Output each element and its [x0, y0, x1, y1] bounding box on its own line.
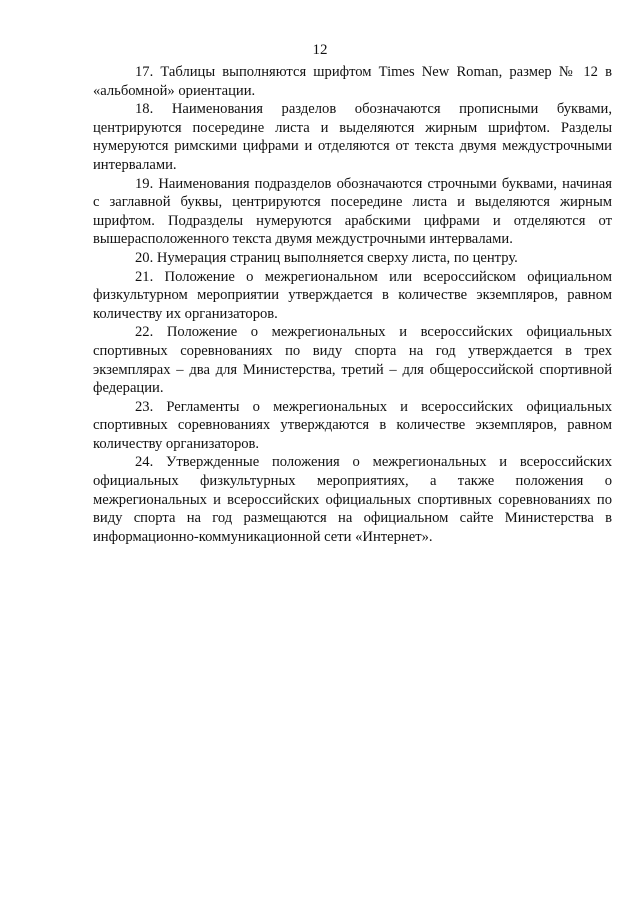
page-number: 12 [312, 42, 328, 58]
paragraph-19: 19. Наименования подразделов обозначаются строчными буквами, начиная с заглавной буквы, центрируются посередине листа и выделяются жирным шрифтом. Подразделы нумеруются арабскими цифрами и отделяются от вышерасположенного текста двумя междустрочными интервалами. [93, 175, 612, 248]
paragraph-22: 22. Положение о межрегиональных и всероссийских официальных спортивных соревнованиях по виду спорта на год утверждается в трех экземплярах – два для Министерства, третий – для общероссийской спортивной федерации. [93, 324, 612, 397]
paragraph-17: 17. Таблицы выполняются шрифтом Times New Roman, размер № 12 в «альбомной» ориентации. [93, 64, 612, 99]
paragraph-21: 21. Положение о межрегиональном или всероссийском официальном физкультурном мероприятии утверждается в количестве экземпляров, равном количеству их организаторов. [93, 268, 612, 322]
paragraph-24: 24. Утвержденные положения о межрегиональных и всероссийских официальных физкультурных мероприятиях, а также положения о межрегиональных и всероссийских официальных спортивных соревнованиях по виду спорта на год размещаются на официальном сайте Министерства в информационно-коммуникационной сети «Интернет». [93, 454, 612, 545]
paragraph-23: 23. Регламенты о межрегиональных и всероссийских официальных спортивных соревнованиях утверждаются в количестве экземпляров, равном количеству организаторов. [93, 398, 612, 452]
paragraph-18: 18. Наименования разделов обозначаются прописными буквами, центрируются посередине листа и выделяются жирным шрифтом. Разделы нумеруются римскими цифрами и отделяются от текста двумя междустрочными интервалами. [93, 101, 612, 173]
paragraph-20: 20. Нумерация страниц выполняется сверху листа, по центру. [135, 249, 518, 266]
document-body [93, 63, 612, 546]
